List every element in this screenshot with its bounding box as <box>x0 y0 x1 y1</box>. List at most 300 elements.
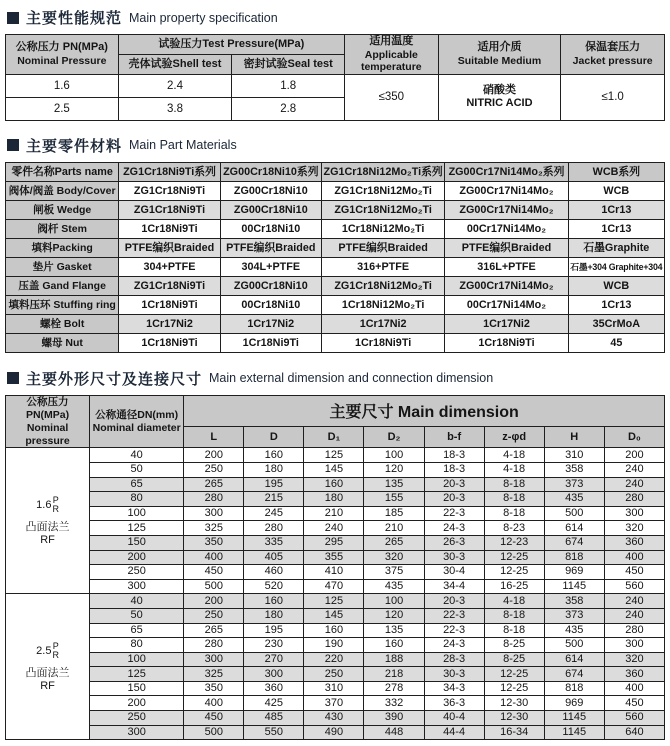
dimension-cell: 8-25 <box>484 638 544 653</box>
dimension-cell: 160 <box>364 638 424 653</box>
dimension-cell: 435 <box>364 579 424 594</box>
material-cell: 1Cr13 <box>568 295 664 314</box>
material-cell: 35CrMoA <box>568 314 664 333</box>
table-row <box>6 711 665 726</box>
dimension-cell: 12-23 <box>484 535 544 550</box>
dimension-cell: 360 <box>604 667 664 682</box>
dimension-cell: 200 <box>184 448 244 463</box>
dimension-cell: 240 <box>604 477 664 492</box>
table-row <box>6 395 665 426</box>
diameter-cell: 200 <box>90 550 184 565</box>
dimension-cell: 210 <box>304 506 364 521</box>
table-row <box>6 74 665 97</box>
part-name-cell: 填料压环 Stuffing ring <box>6 295 119 314</box>
dimension-cell: 135 <box>364 477 424 492</box>
pressure-value <box>7 496 88 515</box>
dimension-cell: 500 <box>544 506 604 521</box>
dimension-cell: 300 <box>604 506 664 521</box>
diameter-cell: 80 <box>90 638 184 653</box>
pressure-number: 1.6 <box>36 498 52 511</box>
material-cell: 304+PTFE <box>119 257 220 276</box>
header-zh: 公称压力PN(MPa) <box>25 395 70 422</box>
material-cell: 1Cr13 <box>568 200 664 219</box>
dimension-cell: 4-18 <box>484 462 544 477</box>
material-cell: 1Cr13 <box>568 219 664 238</box>
series-header: ZG00Cr17Ni14Mo₂系列 <box>445 162 568 181</box>
dimension-cell: 245 <box>244 506 304 521</box>
material-cell: 00Cr18Ni10 <box>220 295 321 314</box>
dimension-cell: 400 <box>604 681 664 696</box>
dimension-cell: 12-30 <box>484 696 544 711</box>
dimension-cell: 355 <box>304 550 364 565</box>
dimension-cell: 270 <box>244 652 304 667</box>
header-en: Nominal diameter <box>92 421 181 434</box>
dimension-cell: 450 <box>604 565 664 580</box>
seal-test-cell: 2.8 <box>232 97 345 120</box>
header-zh: 公称通径DN(mm) <box>95 408 179 421</box>
dimension-cell: 295 <box>304 535 364 550</box>
dimension-cell: 20-3 <box>424 594 484 609</box>
dimension-cell: 250 <box>304 667 364 682</box>
material-cell: WCB <box>568 181 664 200</box>
dim-col-header: D₁ <box>304 426 364 448</box>
dimension-cell: 20-3 <box>424 492 484 507</box>
dimension-cell: 310 <box>304 681 364 696</box>
dimension-cell: 265 <box>184 477 244 492</box>
material-cell: ZG1Cr18Ni9Ti <box>119 181 220 200</box>
dimension-cell: 490 <box>304 725 364 740</box>
diameter-cell: 50 <box>90 608 184 623</box>
dimension-cell: 240 <box>604 462 664 477</box>
material-cell: PTFE编织Braided <box>321 238 444 257</box>
section-title-en: Main external dimension and connection dimension <box>209 371 494 386</box>
diameter-cell: 150 <box>90 535 184 550</box>
section-title-performance <box>7 7 665 28</box>
dimension-cell: 22-3 <box>424 623 484 638</box>
dimension-cell: 500 <box>544 638 604 653</box>
dimension-cell: 320 <box>604 652 664 667</box>
medium-en: NITRIC ACID <box>466 97 533 110</box>
dimension-cell: 405 <box>244 550 304 565</box>
header-zh: 公称压力 PN(MPa) <box>15 41 108 54</box>
seal-test-header <box>232 54 345 74</box>
material-cell: 1Cr17Ni2 <box>220 314 321 333</box>
table-row <box>6 565 665 580</box>
dimension-cell: 145 <box>304 462 364 477</box>
dimension-cell: 30-3 <box>424 550 484 565</box>
dimension-cell: 135 <box>364 623 424 638</box>
header-en: Nominal Pressure <box>17 55 107 68</box>
table-row <box>6 257 665 276</box>
dimension-cell: 278 <box>364 681 424 696</box>
diameter-cell: 250 <box>90 711 184 726</box>
material-cell: ZG00Cr17Ni14Mo₂ <box>445 181 568 200</box>
dimension-cell: 24-3 <box>424 638 484 653</box>
dimension-cell: 370 <box>304 696 364 711</box>
dimension-cell: 8-18 <box>484 506 544 521</box>
header-zh: 壳体试验Shell test <box>128 57 222 70</box>
diameter-cell: 200 <box>90 696 184 711</box>
dimension-cell: 155 <box>364 492 424 507</box>
material-cell: 1Cr17Ni2 <box>119 314 220 333</box>
series-header: ZG1Cr18Ni9Ti系列 <box>119 162 220 181</box>
dimension-cell: 160 <box>304 477 364 492</box>
material-cell: 石墨Graphite <box>568 238 664 257</box>
section-title-zh: 主要性能规范 <box>26 10 123 27</box>
dimension-cell: 265 <box>364 535 424 550</box>
material-cell: ZG00Cr17Ni14Mo₂ <box>445 276 568 295</box>
table-row <box>6 594 665 609</box>
part-name-cell: 螺母 Nut <box>6 333 119 352</box>
dimension-cell: 125 <box>304 594 364 609</box>
dimension-cell: 12-25 <box>484 565 544 580</box>
dimension-cell: 120 <box>364 462 424 477</box>
main-dimension-header: 主要尺寸 Main dimension <box>184 395 665 426</box>
medium-value-cell <box>438 74 561 120</box>
diameter-cell: 40 <box>90 594 184 609</box>
dimension-cell: 4-18 <box>484 594 544 609</box>
dimension-cell: 180 <box>244 608 304 623</box>
material-cell: 45 <box>568 333 664 352</box>
dimension-cell: 614 <box>544 521 604 536</box>
dimension-cell: 520 <box>244 579 304 594</box>
material-cell: 1Cr17Ni2 <box>321 314 444 333</box>
test-pressure-header <box>118 35 344 55</box>
dimension-cell: 674 <box>544 667 604 682</box>
material-cell: PTFE编织Braided <box>445 238 568 257</box>
table-row <box>6 295 665 314</box>
diameter-cell: 65 <box>90 477 184 492</box>
dimension-cell: 22-3 <box>424 506 484 521</box>
material-cell: 316L+PTFE <box>445 257 568 276</box>
dimension-cell: 300 <box>184 652 244 667</box>
pressure-value <box>7 642 88 661</box>
section-title-zh: 主要外形尺寸及连接尺寸 <box>26 370 203 388</box>
dimension-cell: 485 <box>244 711 304 726</box>
dimension-table <box>5 395 665 740</box>
material-cell: ZG00Cr18Ni10 <box>220 276 321 295</box>
pressure-group-label <box>6 448 90 594</box>
dimension-cell: 425 <box>244 696 304 711</box>
diameter-cell: 100 <box>90 652 184 667</box>
dim-col-header: z-φd <box>484 426 544 448</box>
series-header: WCB系列 <box>568 162 664 181</box>
material-cell: 1Cr18Ni9Ti <box>445 333 568 352</box>
material-cell: ZG1Cr18Ni12Mo₂Ti <box>321 200 444 219</box>
dimension-table-body <box>6 448 665 740</box>
table-row <box>6 667 665 682</box>
diameter-cell: 40 <box>90 448 184 463</box>
material-cell: 1Cr18Ni9Ti <box>119 219 220 238</box>
section-title-en: Main property specification <box>129 10 278 25</box>
dimension-cell: 145 <box>304 608 364 623</box>
diameter-cell: 50 <box>90 462 184 477</box>
material-cell: 1Cr17Ni2 <box>445 314 568 333</box>
section-title-dimensions <box>7 368 665 389</box>
dimension-cell: 280 <box>244 521 304 536</box>
table-row <box>6 200 665 219</box>
dimension-cell: 230 <box>244 638 304 653</box>
shell-test-cell: 2.4 <box>118 74 232 97</box>
header-zh: 适用温度 <box>369 35 414 47</box>
material-cell: PTFE编织Braided <box>119 238 220 257</box>
dimension-cell: 335 <box>244 535 304 550</box>
dimension-cell: 26-3 <box>424 535 484 550</box>
dimension-cell: 350 <box>184 535 244 550</box>
pressure-cell: 2.5 <box>6 97 119 120</box>
dimension-cell: 40-4 <box>424 711 484 726</box>
table-row <box>6 506 665 521</box>
dim-col-header: D₀ <box>604 426 664 448</box>
dimension-cell: 410 <box>304 565 364 580</box>
section-title-materials <box>7 135 665 156</box>
dimension-cell: 185 <box>364 506 424 521</box>
table-row <box>6 681 665 696</box>
dimension-cell: 400 <box>184 550 244 565</box>
table-row <box>6 652 665 667</box>
temperature-header <box>345 35 439 75</box>
dimension-cell: 460 <box>244 565 304 580</box>
dim-col-header: L <box>184 426 244 448</box>
table-row <box>6 181 665 200</box>
dimension-cell: 125 <box>304 448 364 463</box>
dimension-cell: 450 <box>184 711 244 726</box>
dimension-cell: 8-23 <box>484 521 544 536</box>
dimension-cell: 30-4 <box>424 565 484 580</box>
material-cell: ZG00Cr17Ni14Mo₂ <box>445 200 568 219</box>
dimension-cell: 120 <box>364 608 424 623</box>
series-header: ZG1Cr18Ni12Mo₂Ti系列 <box>321 162 444 181</box>
dimension-cell: 240 <box>304 521 364 536</box>
dimension-cell: 12-25 <box>484 681 544 696</box>
table-row <box>6 276 665 295</box>
dimension-cell: 500 <box>184 579 244 594</box>
dimension-cell: 4-18 <box>484 448 544 463</box>
table-row <box>6 638 665 653</box>
dimension-cell: 12-25 <box>484 667 544 682</box>
dimension-cell: 500 <box>184 725 244 740</box>
dimension-cell: 20-3 <box>424 477 484 492</box>
flange-type-en: RF <box>40 533 55 546</box>
material-cell: 1Cr18Ni12Mo₂Ti <box>321 219 444 238</box>
dimension-cell: 180 <box>244 462 304 477</box>
table-row <box>6 521 665 536</box>
dimension-cell: 614 <box>544 652 604 667</box>
material-cell: ZG00Cr18Ni10 <box>220 181 321 200</box>
dimension-cell: 325 <box>184 521 244 536</box>
dimension-cell: 215 <box>244 492 304 507</box>
dimension-cell: 1145 <box>544 725 604 740</box>
temperature-value-cell: ≤350 <box>345 74 439 120</box>
table-row <box>6 462 665 477</box>
dimension-cell: 195 <box>244 623 304 638</box>
dimension-cell: 240 <box>604 594 664 609</box>
dimension-cell: 18-3 <box>424 462 484 477</box>
diameter-cell: 65 <box>90 623 184 638</box>
dimension-cell: 332 <box>364 696 424 711</box>
dimension-cell: 8-18 <box>484 623 544 638</box>
dim-col-header: D <box>244 426 304 448</box>
material-cell: ZG1Cr18Ni9Ti <box>119 276 220 295</box>
dimension-cell: 28-3 <box>424 652 484 667</box>
dim-col-header: H <box>544 426 604 448</box>
dimension-cell: 358 <box>544 462 604 477</box>
table-row <box>6 623 665 638</box>
dimension-cell: 373 <box>544 608 604 623</box>
dimension-cell: 435 <box>544 492 604 507</box>
material-cell: WCB <box>568 276 664 295</box>
materials-table-body <box>6 181 665 352</box>
material-cell: PTFE编织Braided <box>220 238 321 257</box>
part-name-cell: 填料Packing <box>6 238 119 257</box>
material-cell: 00Cr18Ni10 <box>220 219 321 238</box>
dimension-cell: 160 <box>244 448 304 463</box>
dimension-cell: 195 <box>244 477 304 492</box>
dimension-cell: 100 <box>364 594 424 609</box>
header-en: Jacket pressure <box>572 55 653 68</box>
parts-name-header: 零件名称Parts name <box>6 162 119 181</box>
flange-type-zh: 凸面法兰 <box>25 666 70 679</box>
dimension-cell: 188 <box>364 652 424 667</box>
part-name-cell: 闸板 Wedge <box>6 200 119 219</box>
diameter-cell: 100 <box>90 506 184 521</box>
dimension-cell: 350 <box>184 681 244 696</box>
part-name-cell: 阀杆 Stem <box>6 219 119 238</box>
part-name-cell: 螺栓 Bolt <box>6 314 119 333</box>
pressure-number: 2.5 <box>36 644 52 657</box>
dimension-cell: 36-3 <box>424 696 484 711</box>
material-cell: 1Cr18Ni9Ti <box>119 333 220 352</box>
pr-stack-label: P R <box>52 494 59 515</box>
dimension-cell: 34-3 <box>424 681 484 696</box>
material-cell: ZG1Cr18Ni9Ti <box>119 200 220 219</box>
dimension-cell: 640 <box>604 725 664 740</box>
dimension-cell: 375 <box>364 565 424 580</box>
dimension-cell: 320 <box>364 550 424 565</box>
table-row <box>6 725 665 740</box>
header-en: Applicable temperature <box>360 48 422 74</box>
dimension-cell: 818 <box>544 681 604 696</box>
medium-zh: 硝酸类 <box>482 83 516 96</box>
dimension-cell: 360 <box>604 535 664 550</box>
dim-col-header: b-f <box>424 426 484 448</box>
table-row <box>6 696 665 711</box>
flange-type-en: RF <box>40 679 55 692</box>
dimension-cell: 12-30 <box>484 711 544 726</box>
material-cell: 1Cr18Ni9Ti <box>321 333 444 352</box>
square-bullet-icon <box>7 139 19 151</box>
shell-test-header <box>118 54 232 74</box>
dimension-cell: 300 <box>244 667 304 682</box>
dimension-cell: 44-4 <box>424 725 484 740</box>
dimension-cell: 448 <box>364 725 424 740</box>
diameter-cell: 300 <box>90 579 184 594</box>
dimension-cell: 190 <box>304 638 364 653</box>
dimension-cell: 8-25 <box>484 652 544 667</box>
table-row <box>6 162 665 181</box>
dimension-cell: 300 <box>604 638 664 653</box>
material-cell: 1Cr18Ni9Ti <box>220 333 321 352</box>
square-bullet-icon <box>7 12 19 24</box>
table-row <box>6 535 665 550</box>
dimension-cell: 818 <box>544 550 604 565</box>
dimension-cell: 390 <box>364 711 424 726</box>
dimension-cell: 22-3 <box>424 608 484 623</box>
property-table <box>5 34 665 121</box>
dimension-cell: 1145 <box>544 711 604 726</box>
table-row <box>6 550 665 565</box>
material-cell: 石墨+304 Graphite+304 <box>568 257 664 276</box>
dimension-cell: 450 <box>604 696 664 711</box>
dimension-cell: 200 <box>184 594 244 609</box>
table-row <box>6 477 665 492</box>
dimension-cell: 1145 <box>544 579 604 594</box>
series-header: ZG00Cr18Ni10系列 <box>220 162 321 181</box>
dimension-cell: 560 <box>604 579 664 594</box>
dimension-cell: 358 <box>544 594 604 609</box>
material-cell: ZG00Cr18Ni10 <box>220 200 321 219</box>
dimension-cell: 265 <box>184 623 244 638</box>
dimension-cell: 210 <box>364 521 424 536</box>
dimension-cell: 8-18 <box>484 608 544 623</box>
header-zh: 密封试验Seal test <box>243 57 333 70</box>
dimension-cell: 200 <box>604 448 664 463</box>
table-row <box>6 608 665 623</box>
table-row <box>6 448 665 463</box>
material-cell: ZG1Cr18Ni12Mo₂Ti <box>321 181 444 200</box>
dimension-cell: 373 <box>544 477 604 492</box>
material-cell: 00Cr17Ni14Mo₂ <box>445 295 568 314</box>
material-cell: 00Cr17Ni14Mo₂ <box>445 219 568 238</box>
dimension-cell: 12-25 <box>484 550 544 565</box>
diameter-cell: 125 <box>90 521 184 536</box>
dimension-cell: 550 <box>244 725 304 740</box>
diameter-cell: 125 <box>90 667 184 682</box>
dimension-cell: 450 <box>184 565 244 580</box>
dimension-cell: 969 <box>544 696 604 711</box>
header-zh: 适用介质 <box>477 41 522 54</box>
dimension-cell: 280 <box>604 623 664 638</box>
table-row <box>6 314 665 333</box>
dimension-cell: 30-3 <box>424 667 484 682</box>
pr-stack-label: P R <box>52 640 59 661</box>
dimension-cell: 280 <box>604 492 664 507</box>
dimension-cell: 400 <box>184 696 244 711</box>
dimension-cell: 969 <box>544 565 604 580</box>
medium-header <box>438 35 561 75</box>
header-zh: 试验压力Test Pressure(MPa) <box>158 37 305 50</box>
flange-type-zh: 凸面法兰 <box>25 520 70 533</box>
header-en: Nominal pressure <box>25 422 70 447</box>
pressure-cell: 1.6 <box>6 74 119 97</box>
dimension-cell: 280 <box>184 492 244 507</box>
section-title-en: Main Part Materials <box>129 138 237 153</box>
section-title-zh: 主要零件材料 <box>26 137 123 155</box>
diameter-cell: 80 <box>90 492 184 507</box>
dimension-cell: 160 <box>244 594 304 609</box>
part-name-cell: 阀体/阀盖 Body/Cover <box>6 181 119 200</box>
table-row <box>6 35 665 55</box>
table-row <box>6 238 665 257</box>
dim-col-header: D₂ <box>364 426 424 448</box>
dimension-cell: 34-4 <box>424 579 484 594</box>
diameter-header <box>90 395 184 447</box>
dimension-cell: 250 <box>184 608 244 623</box>
dimension-cell: 300 <box>184 506 244 521</box>
material-cell: 304L+PTFE <box>220 257 321 276</box>
dimension-cell: 218 <box>364 667 424 682</box>
dimension-cell: 220 <box>304 652 364 667</box>
